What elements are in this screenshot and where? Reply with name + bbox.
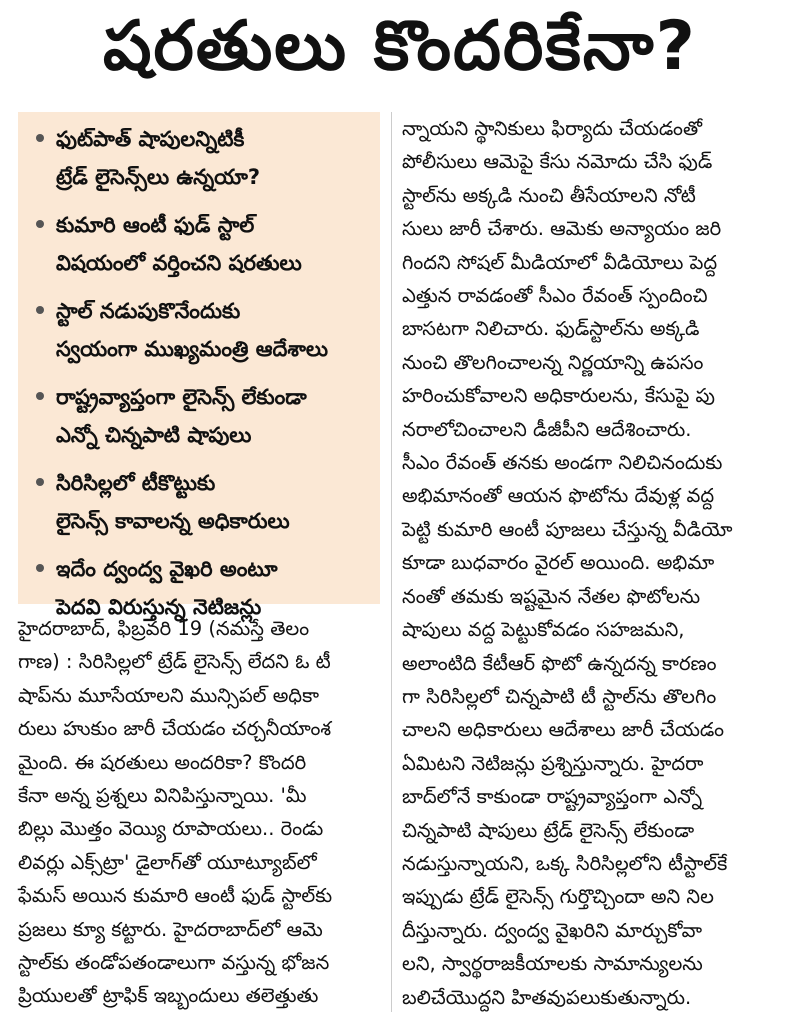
body-text-line: సీఎం రేవంత్ తనకు అండగా నిలిచినందుకు [402, 451, 723, 475]
body-text-line: లని, స్వార్థరాజకీయాలకు సామాన్యులను [402, 952, 703, 976]
article-left-column [18, 612, 380, 1012]
body-text-line: ఇప్పుడు ట్రేడ్ లైసెన్స్ గుర్తొచ్చిందా అని నిల [402, 885, 714, 909]
body-text-line: ఫేమస్ అయిన కుమారి ఆంటీ ఫుడ్ స్టాల్‌కు [18, 884, 333, 908]
bullet-icon [36, 478, 44, 486]
article-right-column [402, 112, 784, 1012]
body-text-line: గా సిరిసిల్లలో చిన్నపాటి టీ స్టాల్‌ను తొలగిం [402, 684, 717, 708]
highlight-line: సిరిసిల్లలో టీకొట్టుకు [56, 471, 216, 495]
body-text-line: ప్రజలు క్యూ కట్టారు. హైదరాబాద్‌లో ఆమె [18, 917, 323, 941]
body-text-line: సులు జారీ చేశారు. ఆమెకు అన్యాయం జరి [402, 217, 722, 241]
highlight-line: ట్రేడ్ లైసెన్స్‌లు ఉన్నయా? [56, 165, 261, 189]
highlight-line: ఫుట్‌పాత్ షాపులన్నిటికీ [56, 127, 245, 151]
body-text-line: కూడా బుధవారం వైరల్ అయింది. అభిమా [402, 551, 715, 575]
highlight-item [32, 378, 372, 454]
body-text-line: షాప్‌ను మూసేయాలని మున్సిపల్ అధికా [18, 683, 319, 707]
highlight-text [56, 120, 260, 196]
highlight-text [56, 464, 290, 540]
body-text-line: పెట్టి కుమారి ఆంటీ పూజలు చేస్తున్న వీడియో [402, 517, 733, 541]
highlight-line: ఇదేం ద్వంద్వ వైఖరి అంటూ [56, 557, 278, 581]
highlight-item [32, 120, 372, 196]
bullet-icon [36, 564, 44, 572]
body-text-line: దీస్తున్నారు. ద్వంద్వ వైఖరిని మార్చుకోవా [402, 918, 703, 942]
body-text-line: స్టాల్‌కు తండోపతండాలుగా వస్తున్న భోజన [18, 951, 330, 975]
body-text-line: షాపులు వద్ద పెట్టుకోవడం సహజమని, [402, 618, 685, 642]
body-text-line: హైదరాబాద్, ఫిబ్రవరి 19 (నమస్తే తెలం [18, 617, 310, 640]
body-text-line: నంతో తమకు ఇష్టమైన నేతల ఫొటోలను [402, 584, 701, 608]
highlight-item [32, 206, 372, 282]
body-text-line: అలాంటిది కేటీఆర్ ఫొటో ఉన్నదన్న కారణం [402, 651, 717, 675]
highlight-line: పెదవి విరుస్తున్న నెటిజన్లు [56, 595, 262, 619]
highlight-line: ఎన్నో చిన్నపాటి షాపులు [56, 423, 252, 447]
highlight-line: రాష్ట్రవ్యాప్తంగా లైసెన్స్ లేకుండా [56, 385, 307, 409]
highlight-line: స్వయంగా ముఖ్యమంత్రి ఆదేశాలు [56, 337, 329, 361]
body-text-line: అభిమానంతో ఆయన ఫొటోను దేవుళ్ల వద్ద [402, 484, 715, 508]
highlight-text [56, 206, 302, 282]
body-text-line: హరించుకోవాలని అధికారులను, కేసుపై పు [402, 384, 715, 408]
body-text-line: బాద్‌లోనే కాకుండా రాష్ట్రవ్యాప్తంగా ఎన్నో [402, 785, 703, 809]
highlight-line: లైసెన్స్ కావాలన్న అధికారులు [56, 509, 290, 533]
body-text-line: ఎత్తున రావడంతో సీఎం రేవంత్ స్పందించి [402, 284, 708, 308]
highlight-text [56, 378, 307, 454]
body-text-line: బాసటగా నిలిచారు. ఫుడ్‌స్టాల్‌ను అక్కడి [402, 317, 700, 341]
highlights-box [18, 112, 380, 619]
body-text-line: బిల్లు మొత్తం వెయ్యి రూపాయలు.. రెండు [18, 817, 324, 841]
body-text-line: స్టాల్‌ను అక్కడి నుంచి తీసేయాలని నోటీ [402, 183, 696, 207]
body-text-line: నరాలోచించాలని డీజీపీని ఆదేశించారు. [402, 417, 692, 441]
bullet-icon [36, 134, 44, 142]
bullet-icon [36, 392, 44, 400]
body-text-line: లివర్లు ఎక్స్‌ట్రా' డైలాగ్‌తో యూట్యూబ్‌లో [18, 850, 317, 874]
headline: షరతులు కొందరికేనా? [103, 6, 697, 86]
highlight-line: స్టాల్ నడుపుకొనేందుకు [56, 299, 241, 323]
column-divider [391, 112, 392, 1012]
highlight-item [32, 464, 372, 540]
body-text-line: గిందని సోషల్ మీడియాలో వీడియోలు పెద్ద [402, 250, 718, 274]
body-text-line: పోలీసులు ఆమెపై కేసు నమోదు చేసి ఫుడ్ [402, 150, 713, 174]
body-text-line: గాణ) : సిరిసిల్లలో ట్రేడ్ లైసెన్స్ లేదని ఓ టీ [18, 650, 331, 674]
highlight-line: కుమారి ఆంటీ ఫుడ్ స్టాల్ [56, 213, 255, 237]
highlight-line: విషయంలో వర్తించని షరతులు [56, 251, 302, 275]
body-text-line: న్నాయని స్థానికులు ఫిర్యాదు చేయడంతో [402, 117, 702, 140]
bullet-icon [36, 220, 44, 228]
body-text-line: చిన్నపాటి షాపులు ట్రేడ్ లైసెన్స్ లేకుండా [402, 818, 695, 842]
body-text-line: నడుస్తున్నాయని, ఒక్క సిరిసిల్లలోని టీస్టాల్‌కే [402, 851, 728, 875]
body-text-line: కేనా అన్న ప్రశ్నలు వినిపిస్తున్నాయి. 'మీ [18, 784, 307, 808]
highlight-item [32, 292, 372, 368]
body-text-line: మైంది. ఈ షరతులు అందరికా? కొందరి [18, 750, 307, 774]
body-text-line: ఏమిటని నెటిజన్లు ప్రశ్నిస్తున్నారు. హైదరా [402, 751, 704, 775]
body-text-line: రులు హుకుం జారీ చేయడం చర్చనీయాంశ [18, 717, 332, 741]
bullet-icon [36, 306, 44, 314]
body-text-line: ప్రియులతో ట్రాఫిక్ ఇబ్బందులు తలెత్తుతు [18, 984, 319, 1008]
body-text-line: నుంచి తొలగించాలన్న నిర్ణయాన్ని ఉపసం [402, 350, 704, 374]
body-text-line: చాలని అధికారులు ఆదేశాలు జారీ చేయడం [402, 718, 724, 742]
highlight-text [56, 292, 328, 368]
body-text-line: బలిచేయొద్దని హితవుపలుకుతున్నారు. [402, 985, 692, 1009]
